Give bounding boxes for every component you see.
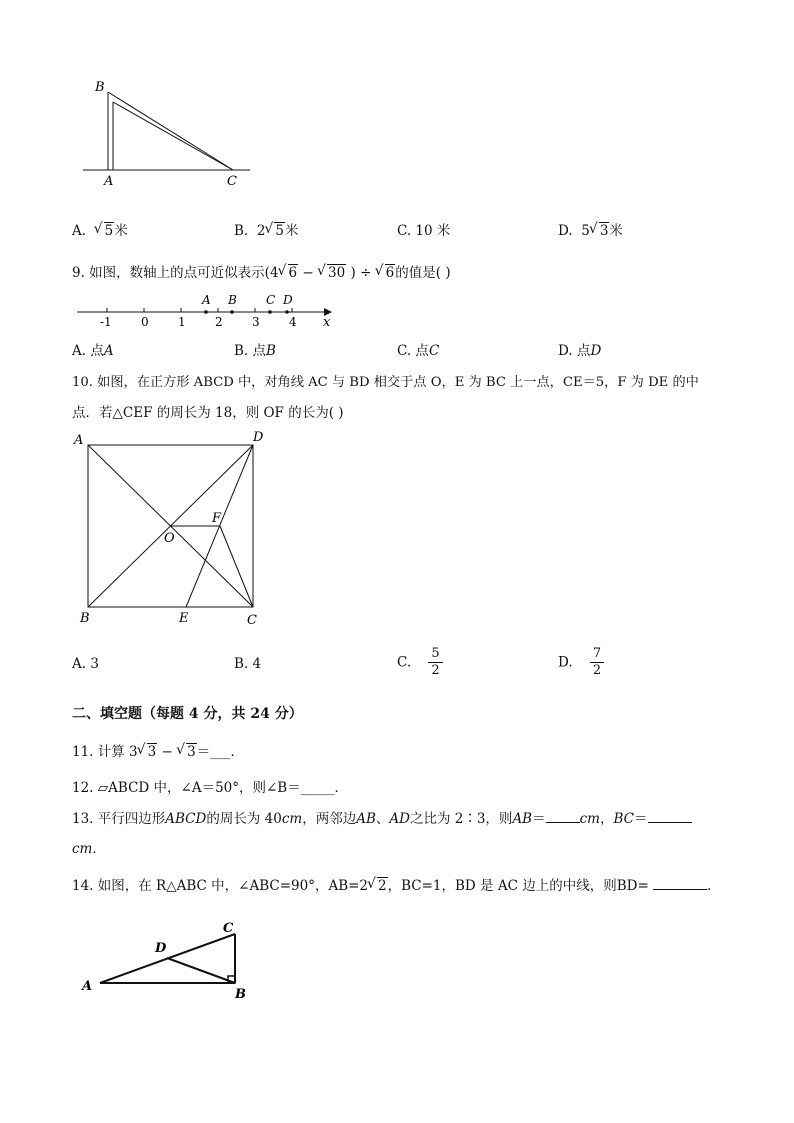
label-O: O [164,531,175,546]
answer-blank-bd[interactable] [653,877,707,890]
axis-point [204,310,208,314]
ladder-figure [75,75,260,190]
label-C: C [223,921,234,936]
q10-stem-line2: 点．若△CEF 的周长为 18，则 OF 的长为( ) [72,405,344,421]
axis-tick-label: -1 [100,315,112,329]
axis-tick-label: 3 [252,315,260,329]
square-figure [70,425,270,630]
axis-point [285,310,289,314]
label-B: B [95,80,105,95]
q8-option-b[interactable]: B. 2√ 5米 [234,219,299,239]
label-E: E [179,611,189,626]
rope-outer [108,92,233,170]
median-bd [167,958,235,983]
q8-option-a[interactable]: A. √ 5米 [72,219,128,239]
axis-point-label: B [228,293,237,307]
rope-inner [113,102,233,170]
triangle-figure [75,912,265,1007]
axis-point-label: D [283,293,293,307]
q9-option-a[interactable]: A. 点A [72,343,114,359]
label-D: D [253,430,264,445]
label-C: C [227,174,237,189]
q9-option-b[interactable]: B. 点B [234,343,276,359]
q8-option-d[interactable]: D. 5√ 3米 [558,219,623,239]
axis-point-label: C [266,293,276,307]
q10-stem-line1: 10. 如图，在正方形 ABCD 中，对角线 AC 与 BD 相交于点 O，E 为 BC 上一点，CE＝5，F 为 DE 的中 [72,375,699,390]
q9-stem: 9. 如图，数轴上的点可近似表示(4√ 6 − √ 30 ) ÷ √ 6的值是( ) [72,261,451,281]
q9-option-c[interactable]: C. 点C [397,343,440,359]
number-line [72,290,342,330]
q13-line1: 13. 平行四边形ABCD的周长为 40cm，两邻边AB、AD之比为 2∶3，则AB＝ cm，BC＝ [72,807,692,827]
axis-point [230,310,234,314]
axis-x-label: x [323,315,331,330]
answer-blank-ab[interactable] [546,810,580,823]
answer-blank-bc[interactable] [648,810,692,823]
q13-line2: cm． [72,841,106,857]
q10-option-c[interactable]: C. $\frac{5}{2}$ [397,646,443,679]
segment-fc [220,526,253,607]
axis-tick-label: 4 [289,315,297,329]
axis-tick-label: 1 [178,315,186,329]
q14-text: 14. 如图，在 R△ABC 中，∠ABC=90°，AB=2√ 2，BC=1，BD 是 AC 边上的中线，则BD= ． [72,874,721,894]
q10-option-d[interactable]: D. $\frac{7}{2}$ [558,646,604,679]
axis-tick-label: 2 [215,315,223,329]
axis-tick-label: 0 [141,315,149,329]
q9-option-d[interactable]: D. 点D [558,343,602,359]
axis-point-label: A [202,293,211,307]
label-B: B [235,987,246,1002]
q8-option-c[interactable]: C. 10 米 [397,223,451,239]
label-C: C [247,613,257,628]
label-A: A [82,979,93,994]
q12-text: 12. ▱ABCD 中，∠A＝50°，则∠B＝_____． [72,780,348,796]
section-heading: 二、填空题（每题 4 分，共 24 分） [72,706,303,722]
label-F: F [212,511,222,526]
label-A: A [104,174,114,189]
axis-point [268,310,272,314]
q10-option-a[interactable]: A. 3 [72,656,99,672]
q11-text: 11. 计算 3√ 3 − √ 3＝___． [72,740,244,760]
label-A: A [74,433,84,448]
q10-option-b[interactable]: B. 4 [234,656,262,672]
label-B: B [80,611,90,626]
label-D: D [155,941,167,956]
